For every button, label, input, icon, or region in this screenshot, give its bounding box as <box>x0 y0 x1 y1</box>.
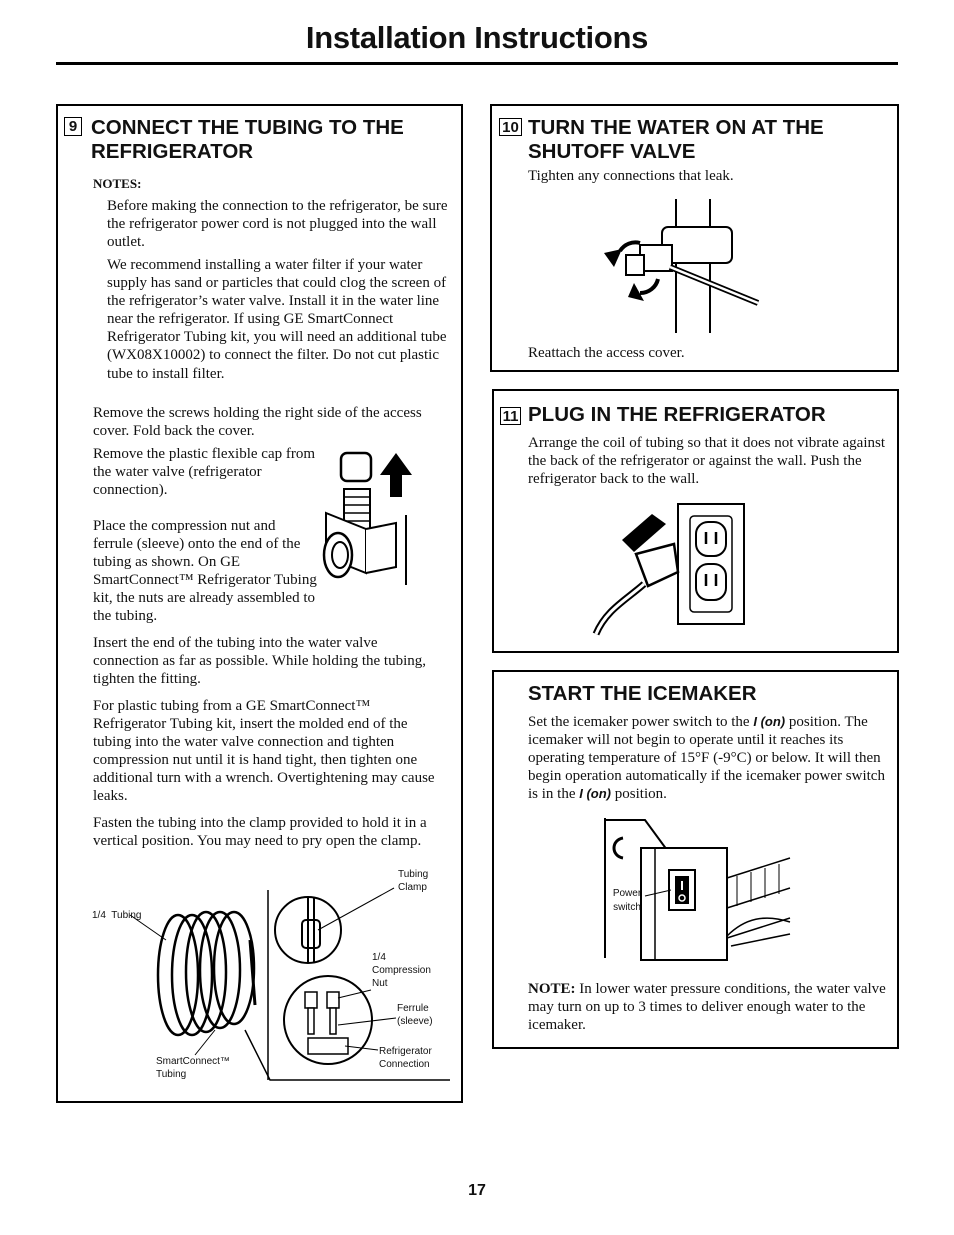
icemaker-note-label: NOTE: <box>528 981 576 997</box>
step-9-paragraph-3: Place the compression nut and ferrule (sleeve) onto the end of the tubing as shown. On GE SmartConnect™ Refrigerator Tubing kit, the nuts are already assembled to the tubing. <box>93 518 317 625</box>
icemaker-text-c: position. <box>611 786 667 803</box>
step-10-number: 10 <box>499 118 522 136</box>
step-9-paragraph-1: Remove the screws holding the right side of the access cover. Fold back the cover. <box>93 405 422 440</box>
step-10-heading: TURN THE WATER ON AT THE SHUTOFF VALVE <box>528 116 824 163</box>
step-11-text: Arrange the coil of tubing so that it does not vibrate against the back of the refrigerator or against the wall. Push the refrigerator back to the wall. <box>528 435 885 488</box>
icemaker-text-a: Set the icemaker power switch to the <box>528 714 754 730</box>
step-10-text-1: Tighten any connections that leak. <box>528 168 734 184</box>
step-9-heading: CONNECT THE TUBING TO THE REFRIGERATOR <box>91 116 404 163</box>
icemaker-text-b: position. The icemaker will not begin to operate until it reaches its operating temperature of 15°F (-9°C) or below. It will then begin operation automatically if the icemaker power switch is in the <box>528 714 885 803</box>
label-tubing-clamp: Tubing Clamp <box>398 869 429 893</box>
icemaker-text <box>528 713 888 803</box>
on-position-label-2: I (on) <box>579 786 612 802</box>
step-9-paragraph-4: Insert the end of the tubing into the water valve connection as far as possible. While holding the tubing, tighten the fitting. <box>93 635 426 688</box>
power-switch-label: Power switch <box>612 888 642 913</box>
water-valve-cap-illustration <box>316 445 416 585</box>
icemaker-note-text: In lower water pressure conditions, the water valve may turn on up to 3 times to deliver enough water to the icemaker. <box>528 981 886 1034</box>
label-ferrule: Ferrule (sleeve) <box>397 1003 433 1027</box>
note-1: Before making the connection to the refrigerator, be sure the refrigerator power cord is not plugged into the wall outlet. <box>107 198 448 251</box>
notes-label: NOTES: <box>93 176 142 191</box>
icemaker-heading: START THE ICEMAKER <box>528 682 757 705</box>
icemaker-note <box>528 980 888 1034</box>
label-smartconnect-tubing: SmartConnect™ Tubing <box>156 1056 230 1080</box>
step-9-paragraph-2: Remove the plastic flexible cap from the water valve (refrigerator connection). <box>93 446 316 499</box>
step-11-number: 11 <box>500 407 521 425</box>
label-compression-nut: 1/4 Compression Nut <box>372 952 431 989</box>
step-9-paragraph-5: For plastic tubing from a GE SmartConnect™ Refrigerator Tubing kit, insert the molded end of the tubing into the water valve connection and tighten compression nut until it is hand tight, then tighten one additional turn with a wrench. Overtightening may cause leaks. <box>93 698 435 805</box>
label-quarter-tubing: 1/4 Tubing <box>92 910 142 921</box>
title-rule <box>56 62 898 65</box>
page-title: Installation Instructions <box>305 20 649 55</box>
step-11-heading: PLUG IN THE REFRIGERATOR <box>528 403 826 426</box>
shutoff-valve-illustration <box>600 197 765 333</box>
page-number: 17 <box>468 1182 486 1199</box>
step-10-text-2: Reattach the access cover. <box>528 345 685 361</box>
step-9-paragraph-6: Fasten the tubing into the clamp provided to hold it in a vertical position. You may need to pry open the clamp. <box>93 815 427 850</box>
wall-outlet-plug-illustration <box>586 500 756 640</box>
step-9-number: 9 <box>64 117 82 136</box>
note-2: We recommend installing a water filter if your water supply has sand or particles that could clog the screen of the refrigerator’s water valve. Install it in the water line near the refrigerator. If using GE SmartConnect Refrigerator Tubing kit, you will need an additional tube (WX08X10002) to connect the filter. Do not cut plastic tube to install filter. <box>107 257 447 382</box>
label-refrigerator-connection: Refrigerator Connection <box>379 1046 432 1070</box>
on-position-label-1: I (on) <box>753 714 786 729</box>
